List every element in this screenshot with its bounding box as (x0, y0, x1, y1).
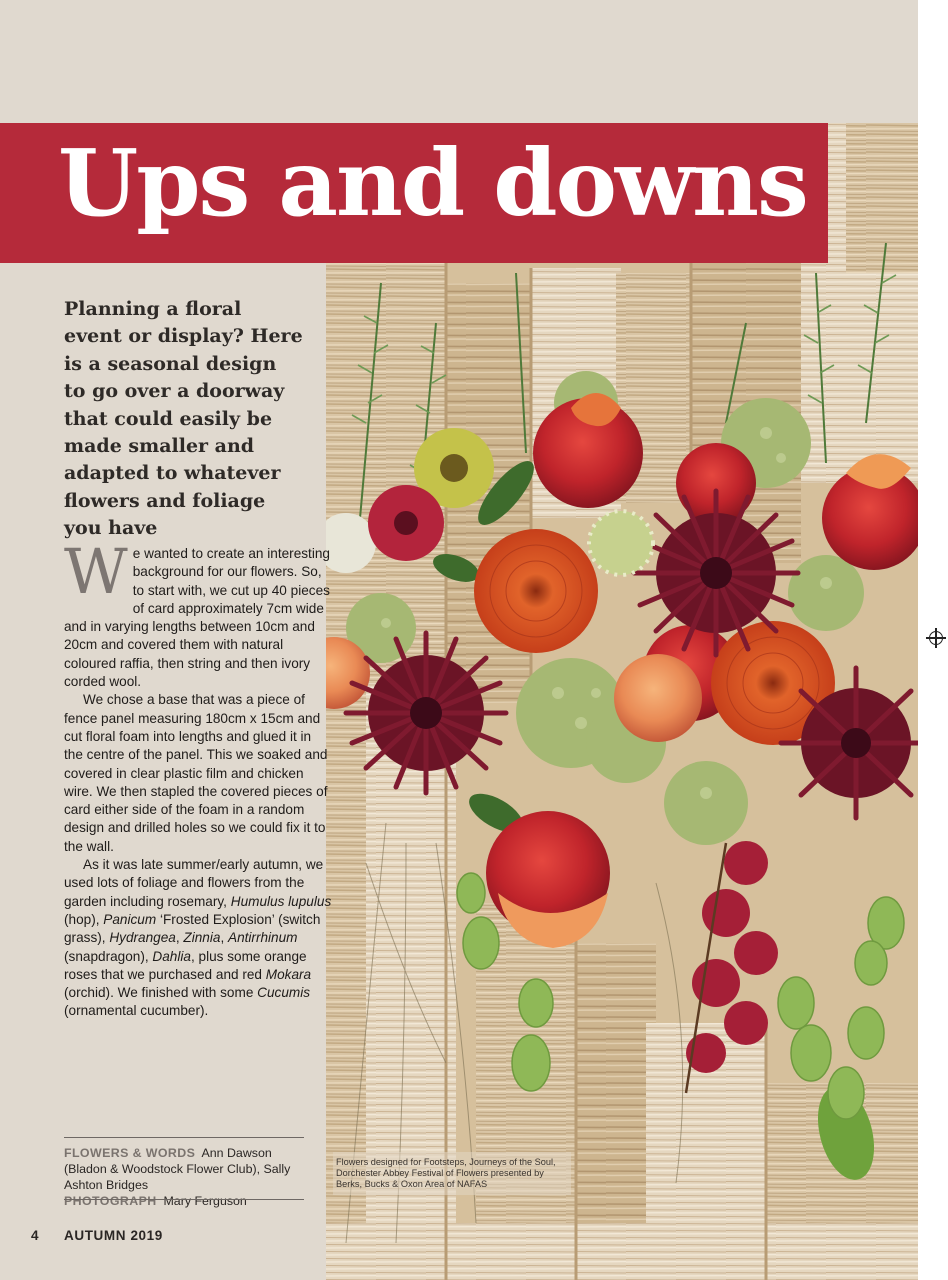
floral-arrangement-photo (326, 123, 918, 1280)
standfirst: Planning a floral event or display? Here is a seasonal design to go over a doorway that could easily be made smaller and adapted to whatever flowers and foliage you have (64, 298, 303, 540)
flowers-words-value: Ann Dawson (Bladon & Woodstock Flower Club), Sally Ashton Bridges (64, 1146, 291, 1192)
issue-label: AUTUMN 2019 (64, 1228, 163, 1243)
paragraph-2: We chose a base that was a piece of fence panel measuring 180cm x 15cm and cut floral foam into lengths and glued it in the centre of the panel. This we soaked and covered in clear plastic film and chicken wire. We then stapled the covered pieces of card either side of the foam in a random design and drilled holes so we could fix it to the wall. (64, 692, 328, 854)
credits-bottom-rule (64, 1199, 304, 1200)
page-number: 4 (31, 1228, 40, 1243)
photo-caption: Flowers designed for Footsteps, Journeys of the Soul, Dorchester Abbey Festival of Flowers presented by Berks, Bucks & Oxon Area of NAFAS (333, 1152, 571, 1195)
article-body (64, 535, 332, 1021)
flowers-words-label: FLOWERS & WORDS (64, 1146, 196, 1160)
photograph-label: PHOTOGRAPH (64, 1194, 157, 1208)
registration-mark-icon (929, 631, 943, 645)
paragraph-1: We wanted to create an interesting background for our flowers. So, to start with, we cut up 40 pieces of card approximately 7cm wide and in varying lengths between 10cm and 20cm and covered them with natural coloured raffia, then string and then ivory corded wool. (64, 535, 330, 690)
drop-cap: W (64, 535, 128, 608)
article-title: Ups and downs (58, 129, 807, 237)
photograph-value: Mary Ferguson (163, 1194, 247, 1208)
paragraph-3: As it was late summer/early autumn, we used lots of foliage and flowers from the garden including rosemary, Humulus lupulus (hop), Panicum ‘Frosted Explosion’ (switch grass), Hydrangea, Zinnia, Antirrhinum (snapdragon), Dahlia, plus some orange roses that we purchased and red Mokara (orchid). We finished with some Cucumis (ornamental cucumber). (64, 857, 332, 1019)
credits-top-rule (64, 1137, 304, 1138)
